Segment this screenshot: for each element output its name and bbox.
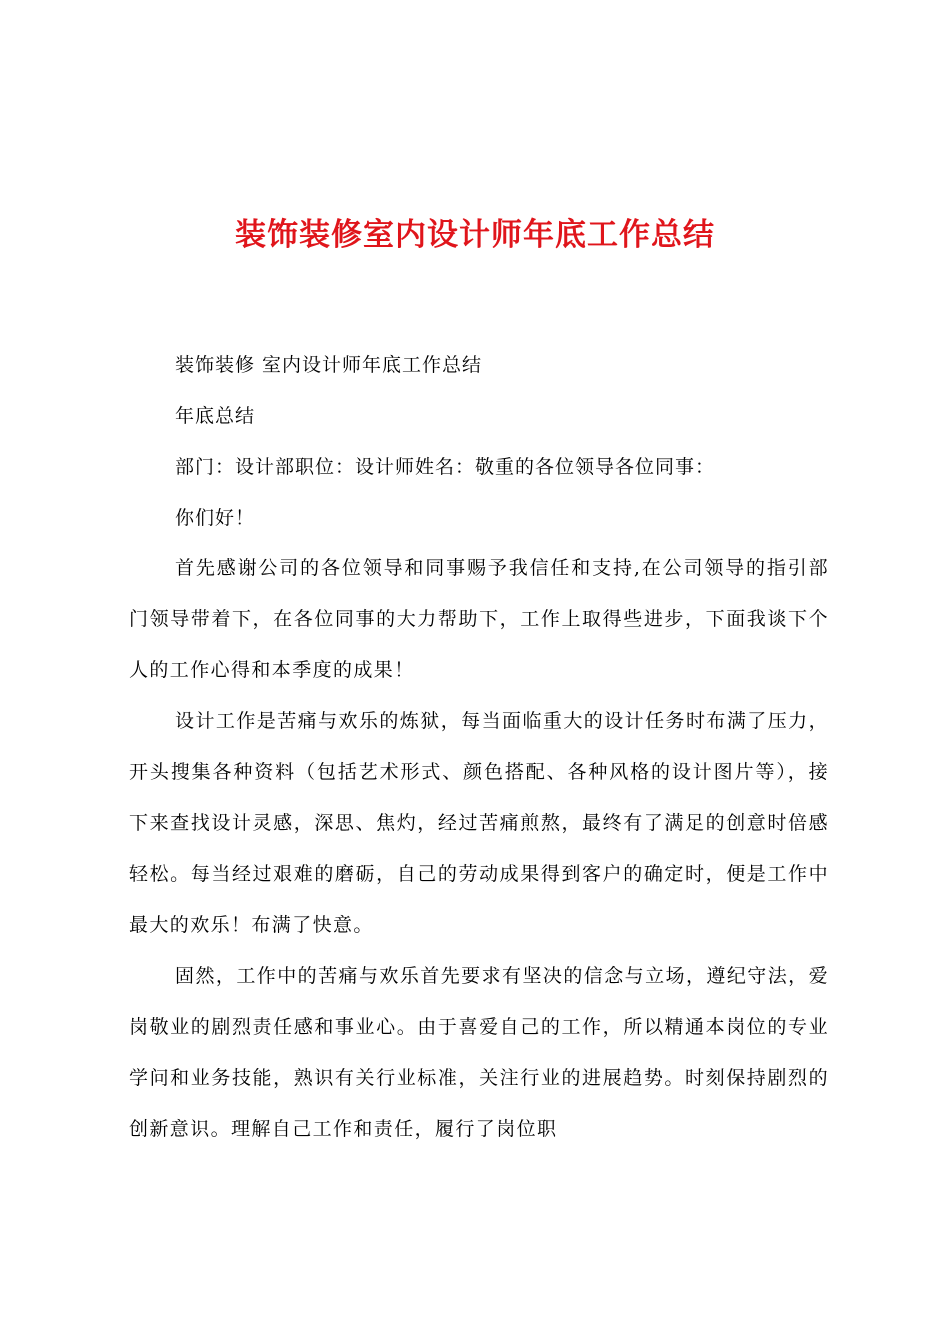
- paragraph-responsibility: 固然，工作中的苦痛与欢乐首先要求有坚决的信念与立场，遵纪守法，爱岗敬业的剧烈责任感和事业心。由于喜爱自己的工作，所以精通本岗位的专业学问和业务技能，熟识有关行业标准，关注行业的进展趋势。时刻保持剧烈的创新意识。理解自己工作和责任，履行了岗位职: [129, 965, 829, 1140]
- paragraph-design-work: 设计工作是苦痛与欢乐的炼狱，每当面临重大的设计任务时布满了压力，开头搜集各种资料（包括艺术形式、颜色搭配、各种风格的设计图片等），接下来查找设计灵感，深思、焦灼，经过苦痛煎熬，最终有了满足的创意时倍感轻松。每当经过艰难的磨砺，自己的劳动成果得到客户的确定时，便是工作中最大的欢乐！布满了快意。: [129, 710, 829, 936]
- subtitle-line: 装饰装修 室内设计师年底工作总结: [175, 354, 483, 376]
- department-line: 部门：设计部职位：设计师姓名：敬重的各位领导各位同事：: [175, 456, 716, 478]
- paragraph-thanks: 首先感谢公司的各位领导和同事赐予我信任和支持,在公司领导的指引部门领导带着下，在各位同事的大力帮助下，工作上取得些进步，下面我谈下个人的工作心得和本季度的成果！: [129, 557, 829, 681]
- greeting-line: 你们好！: [175, 507, 256, 529]
- summary-label: 年底总结: [175, 405, 256, 427]
- document-title: 装饰装修室内设计师年底工作总结: [235, 217, 715, 253]
